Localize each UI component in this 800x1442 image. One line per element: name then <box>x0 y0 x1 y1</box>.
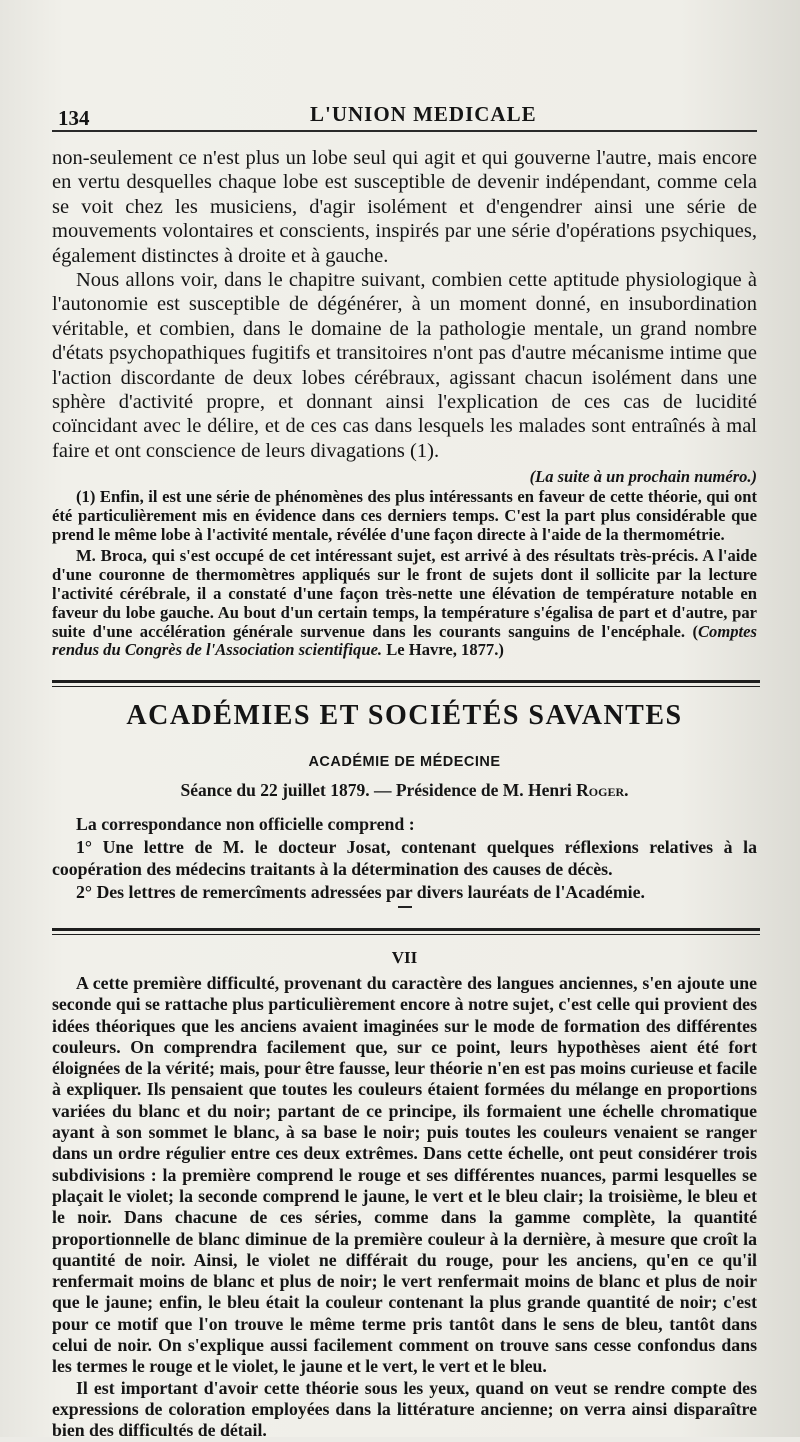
session-line <box>52 780 757 801</box>
article-paragraph: Nous allons voir, dans le chapitre suivant, combien cette aptitude physiologique à l'autonomie est susceptible de dégénérer, à un moment donné, en insubordination véritable, et combien, dans le domaine de la pathologie mentale, un grand nombre d'états psychopathiques fugitifs et transitoires n'ont pas d'autre mécanisme intime que l'action discordante de deux lobes cérébraux, agissant chacun isolément dans une sphère d'activité propre, et donnant ainsi l'explication de ces cas de lucidité coïncidant avec le délire, et de ces cas dans lesquels les malades sont entraînés à mal faire et ont conscience de leurs divagations (1). <box>52 269 757 462</box>
continued-article <box>52 146 757 487</box>
session-text: Séance du 22 juillet 1879. — Présidence de M. Henri <box>180 780 577 800</box>
footnote-text: Le Havre, 1877.) <box>382 640 504 660</box>
correspondence-item: 1° Une lettre de M. le docteur Josat, contenant quelques réflexions relatives à la coopération des médecins traitants à la détermination des causes de décès. <box>52 837 757 879</box>
section-title: ACADÉMIES ET SOCIÉTÉS SAVANTES <box>126 700 683 731</box>
chapter-paragraph: Il est important d'avoir cette théorie sous les yeux, quand on veut se rendre compte des expressions de coloration employées dans la littérature ancienne; on verra ainsi disparaître bien des difficultés de détail. <box>52 1377 757 1441</box>
chapter-number: VII <box>391 948 418 967</box>
chapter-paragraph: A cette première difficulté, provenant du caractère des langues anciennes, s'en ajoute une seconde qui se rattache plus particulièrement encore à notre sujet, c'est celle qui provient des idées théoriques que les anciens avaient imaginées sur le mode de formation des différentes couleurs. On comprendra facilement que, sur ce point, leurs hypothèses aient été fort éloignées de la vérité; mais, pour être fausse, leur théorie n'en est pas moins curieuse et facile à expliquer. Ils pensaient que toutes les couleurs étaient formées du mélange en proportions variées du blanc et du noir; partant de ce principe, ils formaient une échelle chromatique ayant à son sommet le blanc, à sa base le noir; puis toutes les couleurs venaient se ranger dans un ordre régulier entre ces deux extrêmes. Dans cette échelle, ont peut considérer trois subdivisions : la première comprend le rouge et ses différentes nuances, parmi lesquelles se plaçait le violet; la seconde comprend le jaune, le vert et le bleu clair; la troisième, le bleu et le noir. Dans chacune de ces séries, comme dans la gamme complète, la quantité proportionnelle de blanc diminue de la première couleur à la dernière, à mesure que croît la quantité de noir. Ainsi, le violet ne différait du rouge, pour les anciens, qu'en ce qu'il renfermait moins de blanc et plus de noir; le vert renfermait moins de blanc et plus de noir que le jaune; enfin, le bleu était la couleur contenant la plus grande quantité de noir; c'est pour ce motif que l'on trouve le même terme pris tantôt dans le sens de bleu, tantôt dans celui de noir. On s'explique aussi facilement comment on trouve sans cesse confondus dans les termes le rouge et le violet, le jaune et le vert, le vert et le bleu. <box>52 973 757 1377</box>
running-head: L'UNION MEDICALE <box>310 102 537 126</box>
short-dash <box>398 906 412 908</box>
page-number: 134 <box>58 106 90 130</box>
section-divider <box>52 680 760 687</box>
president-name: Roger <box>576 780 625 800</box>
page-header <box>52 96 762 136</box>
footnote-citation: Comptes rendus du Congrès de l'Association scientifique. <box>52 621 757 660</box>
header-rule <box>52 130 757 132</box>
section-subtitle: ACADÉMIE DE MÉDECINE <box>308 754 501 770</box>
correspondence <box>52 814 757 903</box>
continuation-note: (La suite à un prochain numéro.) <box>529 467 757 487</box>
footnote-text: M. Broca, qui s'est occupé de cet intéressant sujet, est arrivé à des résultats très-précis. A l'aide d'une couronne de thermomètres appliqués sur le front de sujets dont il sollicite par la lecture l'activité cérébrale, il a constaté d'une façon très-nette une élévation de température notable en faveur du lobe gauche. Au bout d'un certain temps, la température s'égalisa de part et d'autre, par suite d'une accélération générale survenue dans les courants sanguins de l'encéphale. ( <box>52 546 757 641</box>
correspondence-item: 2° Des lettres de remercîments adressées par divers lauréats de l'Académie. <box>76 881 645 902</box>
chapter-body <box>52 973 757 1442</box>
footnote <box>52 488 757 660</box>
correspondence-intro: La correspondance non officielle comprend : <box>76 814 415 834</box>
article-paragraph: non-seulement ce n'est plus un lobe seul qui agit et qui gouverne l'autre, mais encore en vertu desquelles chaque lobe est susceptible de devenir indépendant, comme cela se voit chez les musiciens, d'agir isolément et d'engendrer ainsi une série de mouvements volontaires et conscients, inspirés par une série d'opérations psychiques, également distinctes à droite et à gauche. <box>52 147 757 267</box>
section-divider <box>52 928 760 935</box>
footnote-paragraph: (1) Enfin, il est une série de phénomènes des plus intéressants en faveur de cette théorie, qui ont été particulièrement mis en évidence dans ces derniers temps. C'est la part plus considérable que prend le même lobe à l'activité mentale, révélée d'une façon directe à l'aide de la thermométrie. <box>52 487 757 544</box>
footnote-paragraph <box>52 547 757 660</box>
session-text: . <box>624 780 629 800</box>
